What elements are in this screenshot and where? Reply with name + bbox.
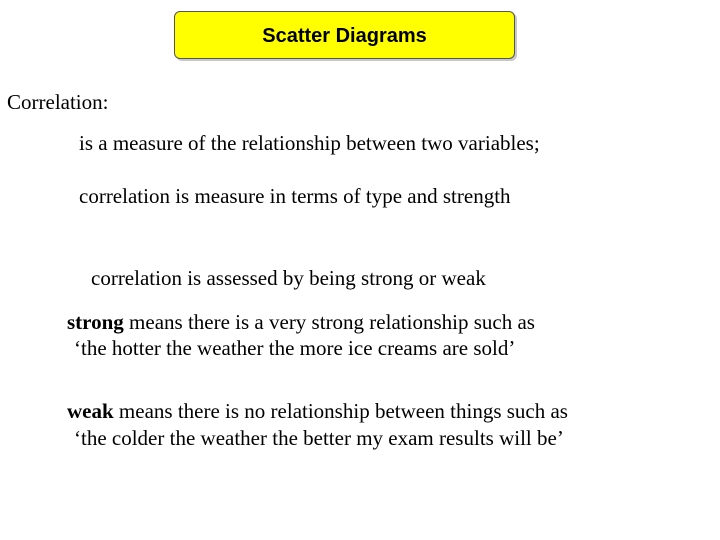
heading-colon: : — [102, 90, 109, 114]
strong-rest: means there is a very strong relationship such as — [123, 310, 535, 334]
strong-term: strong — [67, 310, 124, 334]
type-strength-line: correlation is measure in terms of type and strength — [79, 184, 511, 208]
heading-term: Correlation — [7, 90, 103, 114]
title-box — [174, 11, 515, 59]
correlation-heading — [7, 89, 108, 115]
slide-title: Scatter Diagrams — [262, 24, 427, 47]
strong-example-line: ‘the hotter the weather the more ice creams are sold’ — [74, 336, 516, 360]
weak-rest: means there is no relationship between things such as — [113, 399, 568, 423]
weak-example-line: ‘the colder the weather the better my exam results will be’ — [74, 426, 564, 450]
definition-line: is a measure of the relationship between two variables; — [79, 131, 540, 155]
assessed-line: correlation is assessed by being strong or weak — [91, 266, 486, 290]
strong-line — [67, 309, 535, 335]
weak-term: weak — [67, 399, 114, 423]
weak-line — [67, 398, 568, 424]
